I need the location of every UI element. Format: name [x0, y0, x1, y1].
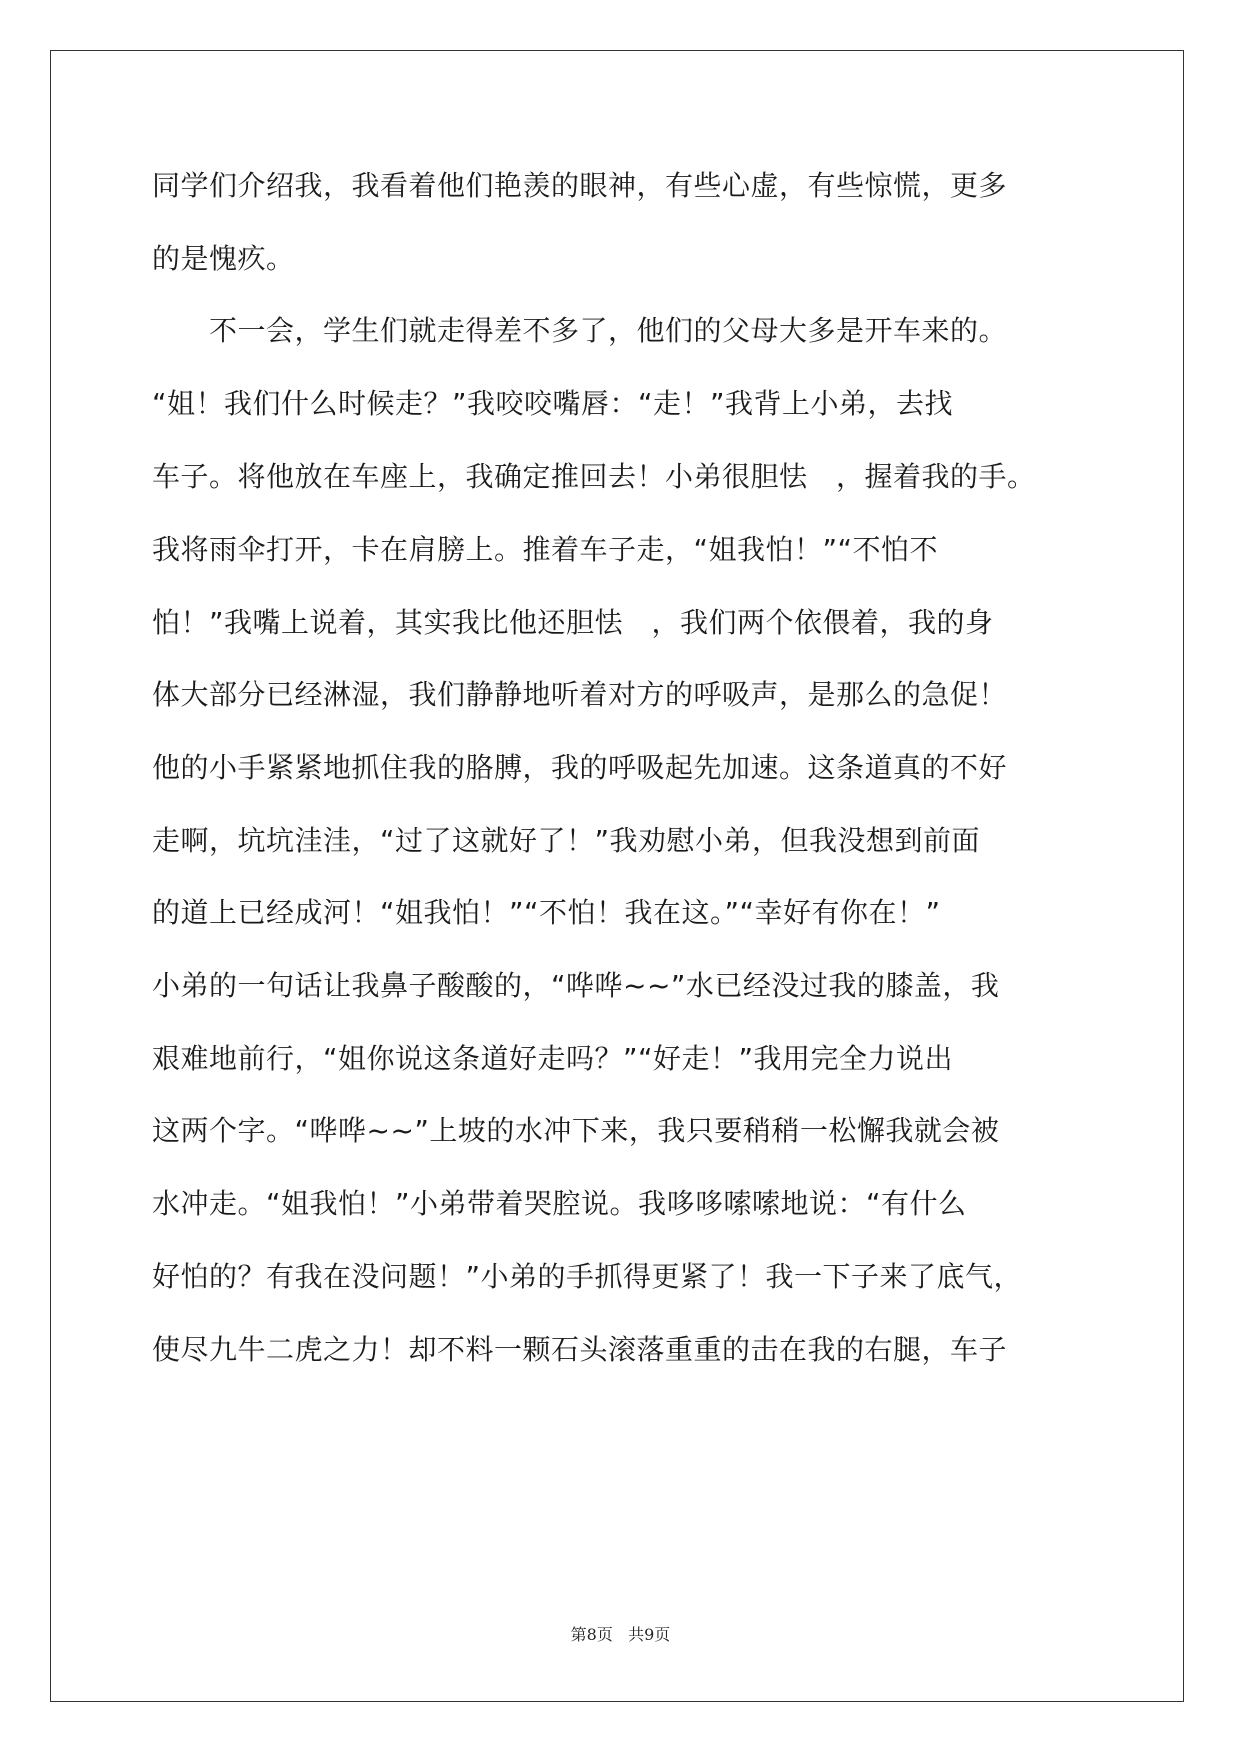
text-line: 同学们介绍我，我看着他们艳羡的眼神，有些心虚，有些惊慌，更多	[152, 169, 1008, 202]
text-line: 不一会，学生们就走得差不多了，他们的父母大多是开车来的。	[152, 314, 1008, 347]
text-line: 使尽九牛二虎之力！却不料一颗石头滚落重重的击在我的右腿，车子	[152, 1333, 1008, 1366]
text-line: 好怕的？有我在没问题！”小弟的手抓得更紧了！我一下子来了底气，	[152, 1260, 1023, 1293]
page-number: 第8页	[570, 1625, 613, 1644]
text-line: 艰难地前行，“姐你说这条道好走吗？”“好走！”我用完全力说出	[152, 1042, 954, 1075]
text-line: 体大部分已经淋湿，我们静静地听着对方的呼吸声，是那么的急促！	[152, 678, 1008, 711]
page-total: 共9页	[628, 1625, 671, 1644]
text-line: 怕！”我嘴上说着，其实我比他还胆怯 ，我们两个依偎着，我的身	[152, 606, 994, 639]
text-line: 水冲走。“姐我怕！”小弟带着哭腔说。我哆哆嗦嗦地说：“有什么	[152, 1187, 967, 1220]
page-footer	[0, 1625, 1241, 1645]
text-line: 这两个字。“哗哗~~”上坡的水冲下来，我只要稍稍一松懈我就会被	[152, 1114, 1000, 1147]
text-line: 我将雨伞打开，卡在肩膀上。推着车子走，“姐我怕！”“不怕不	[152, 533, 939, 566]
text-line: 的是愧疚。	[152, 242, 295, 275]
text-line: 车子。将他放在车座上，我确定推回去！小弟很胆怯 ，握着我的手。	[152, 460, 1036, 493]
text-line: 的道上已经成河！“姐我怕！”“不怕！我在这。”“幸好有你在！”	[152, 896, 941, 929]
text-line: “姐！我们什么时候走？”我咬咬嘴唇：“走！”我背上小弟，去找	[152, 387, 954, 420]
text-line: 他的小手紧紧地抓住我的胳膊，我的呼吸起先加速。这条道真的不好	[152, 751, 1008, 784]
text-line: 走啊，坑坑洼洼，“过了这就好了！”我劝慰小弟，但我没想到前面	[152, 824, 981, 857]
text-line: 小弟的一句话让我鼻子酸酸的，“哗哗~~”水已经没过我的膝盖，我	[152, 969, 1000, 1002]
page-border	[50, 50, 1184, 1702]
